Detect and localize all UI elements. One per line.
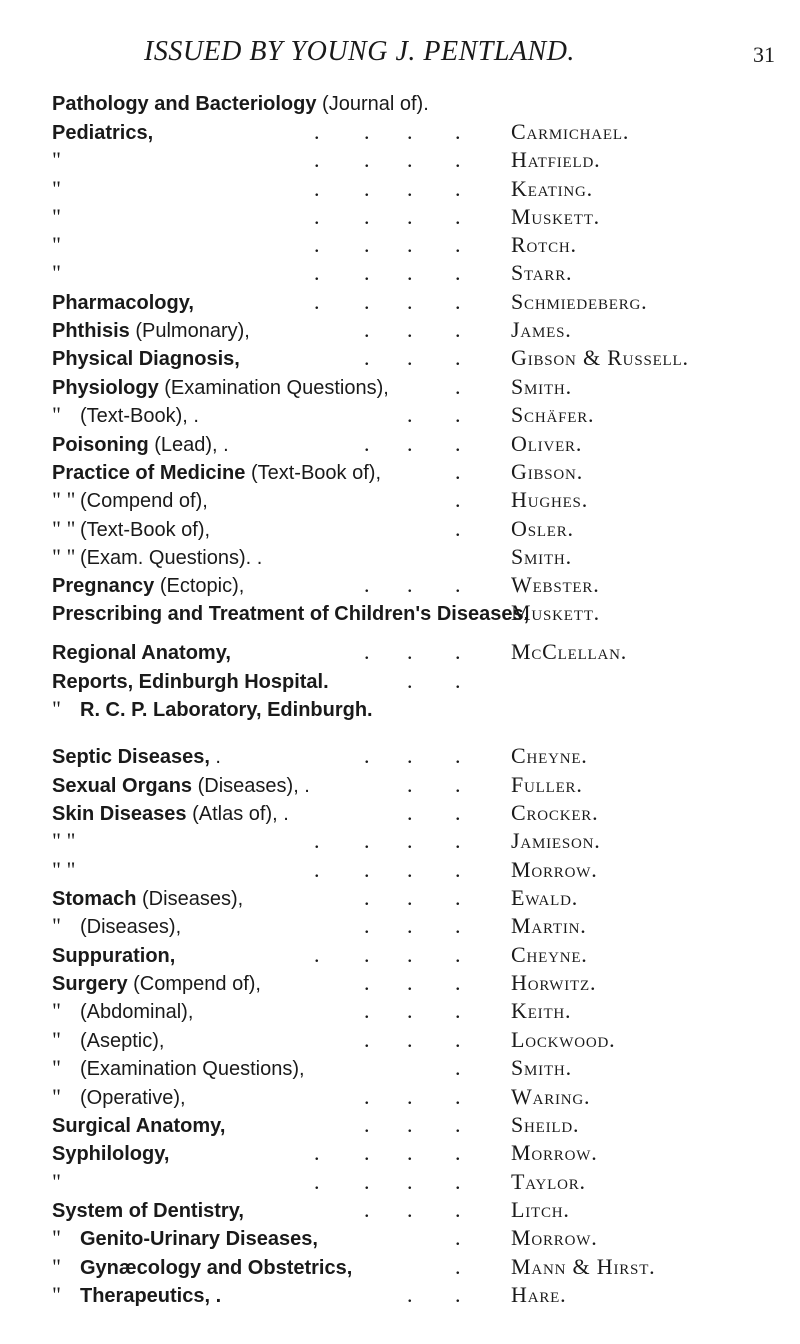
entry-author: Morrow. (511, 1225, 598, 1250)
leader-dot: . (407, 147, 413, 172)
leader-dot: . (407, 998, 413, 1023)
entry-author: Horwitz. (511, 970, 597, 995)
entry-author: Schäfer. (511, 402, 595, 427)
entry-subject: System of Dentistry, (52, 1200, 244, 1222)
leader-dot: . (455, 176, 461, 201)
leader-dot: . (364, 1169, 370, 1194)
entry-subject: Physical Diagnosis, (52, 348, 240, 370)
leader-dot: . (314, 176, 320, 201)
catalogue-entry (0, 1082, 800, 1111)
entry-subject: Pharmacology, (52, 292, 194, 314)
entry-author: Sheild. (511, 1112, 580, 1137)
entry-qualifier: (Abdominal), (80, 1001, 194, 1023)
leader-dot: . (364, 176, 370, 201)
leader-dot: . (455, 516, 461, 541)
leader-dot: . (407, 1140, 413, 1165)
entry-subject: Surgery (52, 973, 128, 995)
entry-subject: Suppuration, (52, 945, 176, 967)
entry-subject-cell (52, 343, 240, 374)
leader-dot: . (364, 828, 370, 853)
leader-dot: . (364, 1027, 370, 1052)
catalogue-entry (0, 485, 800, 514)
catalogue-entry (0, 1280, 800, 1309)
entry-author: Gibson & Russell. (511, 345, 689, 370)
entry-subject-cell (52, 258, 80, 287)
catalogue-entry (0, 855, 800, 884)
leader-dot: . (364, 998, 370, 1023)
leader-dot: . (407, 119, 413, 144)
leader-dot: . (455, 1197, 461, 1222)
catalogue-entry (0, 145, 800, 174)
leader-dot: . (407, 176, 413, 201)
catalogue-entry (0, 258, 800, 287)
catalogue-entry (0, 798, 800, 827)
entry-author: Keating. (511, 176, 593, 201)
entry-subject-cell (52, 429, 229, 460)
leader-dot: . (364, 1140, 370, 1165)
entry-subject-cell (52, 1053, 305, 1084)
catalogue-entry (0, 514, 800, 543)
leader-dot: . (455, 1055, 461, 1080)
entry-qualifier: (Text-Book of), (80, 519, 211, 541)
entry-author: Ewald. (511, 885, 579, 910)
leader-dot: . (364, 260, 370, 285)
leader-dot: . (455, 119, 461, 144)
entry-qualifier: (Diseases), (136, 888, 244, 910)
entry-author: Smith. (511, 1055, 572, 1080)
leader-dot: . (407, 639, 413, 664)
ditto-mark: " (52, 1282, 61, 1307)
entry-subject-cell (52, 1280, 221, 1311)
entry-subject-cell (52, 826, 80, 855)
entry-subject-cell (52, 883, 243, 914)
leader-dot: . (407, 572, 413, 597)
leader-dot: . (455, 289, 461, 314)
leader-dot: . (455, 345, 461, 370)
entry-qualifier: (Journal of). (316, 93, 429, 115)
entry-subject-cell (52, 741, 221, 772)
leader-dot: . (364, 1197, 370, 1222)
leader-dot: . (455, 998, 461, 1023)
entry-subject-cell (52, 145, 80, 174)
leader-dot: . (364, 204, 370, 229)
entry-subject: Prescribing and Treatment of Children's Diseases, (52, 603, 530, 625)
ditto-mark: " (52, 204, 61, 229)
entry-author: Oliver. (511, 431, 583, 456)
ditto-mark: " " (52, 857, 76, 882)
leader-dot: . (455, 1084, 461, 1109)
leader-dot: . (407, 743, 413, 768)
leader-dot: . (407, 260, 413, 285)
leader-dot: . (455, 374, 461, 399)
catalogue-entry (0, 1025, 800, 1054)
entry-subject-cell (52, 514, 210, 545)
entry-qualifier: (Diseases), (80, 916, 182, 938)
catalogue-entry (0, 1110, 800, 1139)
leader-dot: . (407, 431, 413, 456)
entry-subject-cell (52, 230, 80, 259)
ditto-mark: " (52, 1027, 61, 1052)
leader-dot: . (455, 572, 461, 597)
entry-author: Litch. (511, 1197, 570, 1222)
catalogue-entry (0, 287, 800, 316)
entry-subject: Surgical Anatomy, (52, 1115, 226, 1137)
entry-subject: Regional Anatomy, (52, 642, 231, 664)
entry-author: Osler. (511, 516, 574, 541)
entry-subject-cell (52, 117, 153, 148)
entry-subject: Pediatrics, (52, 122, 154, 144)
entry-subject: Stomach (52, 888, 137, 910)
entry-subject-cell (52, 1223, 318, 1254)
catalogue-entry (0, 1223, 800, 1252)
leader-dot: . (455, 232, 461, 257)
leader-dot: . (407, 1084, 413, 1109)
entry-qualifier: (Compend of), (80, 490, 208, 512)
leader-dot: . (314, 204, 320, 229)
entry-qualifier: (Examination Questions), (158, 377, 389, 399)
leader-dot: . (455, 317, 461, 342)
entry-subject-cell (52, 996, 193, 1027)
entry-author: Fuller. (511, 772, 583, 797)
catalogue-entry (0, 1138, 800, 1167)
catalogue-entry (0, 400, 800, 429)
entry-subject-cell (52, 1110, 225, 1141)
leader-dot: . (455, 459, 461, 484)
ditto-mark: " " (52, 516, 76, 541)
entry-author: Muskett. (511, 204, 600, 229)
entry-subject-cell (52, 1195, 244, 1226)
entry-author: Hare. (511, 1282, 567, 1307)
leader-dot: . (455, 639, 461, 664)
leader-dot: . (407, 857, 413, 882)
ditto-mark: " (52, 1169, 61, 1194)
ditto-mark: " (52, 998, 61, 1023)
leader-dot: . (455, 431, 461, 456)
entry-qualifier: (Ectopic), (154, 575, 245, 597)
leader-dot: . (364, 289, 370, 314)
leader-dot: . (455, 1027, 461, 1052)
entry-qualifier: . (209, 746, 221, 768)
ditto-mark: " " (52, 487, 76, 512)
leader-dot: . (314, 942, 320, 967)
entry-subject: Syphilology, (52, 1143, 170, 1165)
leader-dot: . (407, 317, 413, 342)
entry-qualifier: (Text-Book), . (80, 405, 199, 427)
leader-dot: . (407, 1197, 413, 1222)
leader-dot: . (314, 260, 320, 285)
entry-author: Cheyne. (511, 743, 588, 768)
catalogue-entry (0, 457, 800, 486)
entry-subject: Gynæcology and Obstetrics, (80, 1257, 353, 1279)
entry-subject-cell (52, 666, 329, 697)
entry-subject-cell (52, 88, 429, 119)
entry-subject: Sexual Organs (52, 775, 193, 797)
leader-dot: . (364, 913, 370, 938)
leader-dot: . (314, 857, 320, 882)
entry-author: Rotch. (511, 232, 577, 257)
entry-qualifier: (Compend of), (127, 973, 261, 995)
leader-dot: . (455, 1112, 461, 1137)
leader-dot: . (407, 1027, 413, 1052)
entry-qualifier: (Aseptic), (80, 1030, 165, 1052)
leader-dot: . (407, 289, 413, 314)
entry-subject-cell (52, 1138, 169, 1169)
entry-qualifier: (Exam. Questions). . (80, 547, 263, 569)
leader-dot: . (455, 668, 461, 693)
ditto-mark: " (52, 1254, 61, 1279)
leader-dot: . (364, 970, 370, 995)
catalogue-entry (0, 637, 800, 666)
catalogue-entry (0, 911, 800, 940)
entry-subject: Skin Diseases (52, 803, 187, 825)
leader-dot: . (364, 431, 370, 456)
entry-subject-cell (52, 315, 250, 346)
leader-dot: . (455, 800, 461, 825)
leader-dot: . (364, 147, 370, 172)
leader-dot: . (314, 119, 320, 144)
entry-subject-cell (52, 968, 261, 999)
leader-dot: . (455, 260, 461, 285)
catalogue-entry (0, 570, 800, 599)
entry-subject-cell (52, 485, 208, 516)
entry-author: McClellan. (511, 639, 628, 664)
leader-dot: . (455, 885, 461, 910)
leader-dot: . (364, 119, 370, 144)
entry-subject-cell (52, 1252, 352, 1283)
catalogue-entry (0, 826, 800, 855)
leader-dot: . (407, 668, 413, 693)
leader-dot: . (455, 204, 461, 229)
ditto-mark: " (52, 1055, 61, 1080)
entry-author: Lockwood. (511, 1027, 616, 1052)
catalogue-entry (0, 996, 800, 1025)
entry-author: Taylor. (511, 1169, 586, 1194)
entry-subject-cell (52, 400, 199, 431)
catalogue-entry (0, 1167, 800, 1196)
leader-dot: . (407, 204, 413, 229)
entry-author: Gibson. (511, 459, 583, 484)
leader-dot: . (455, 1282, 461, 1307)
catalogue-entry (0, 88, 800, 117)
entry-subject: Therapeutics, . (80, 1285, 222, 1307)
leader-dot: . (455, 1169, 461, 1194)
running-head-title: ISSUED BY YOUNG J. PENTLAND. (144, 36, 575, 67)
leader-dot: . (364, 345, 370, 370)
leader-dot: . (407, 885, 413, 910)
page-number: 31 (753, 42, 775, 67)
ditto-mark: " (52, 260, 61, 285)
entry-author: Martin. (511, 913, 587, 938)
entry-subject: Physiology (52, 377, 159, 399)
leader-dot: . (407, 913, 413, 938)
leader-dot: . (407, 1169, 413, 1194)
entry-author: Smith. (511, 544, 572, 569)
ditto-mark: " (52, 232, 61, 257)
entry-subject-cell (52, 940, 175, 971)
catalogue-entry (0, 230, 800, 259)
leader-dot: . (455, 1140, 461, 1165)
leader-dot: . (314, 1140, 320, 1165)
ditto-mark: " (52, 1084, 61, 1109)
entry-subject: Phthisis (52, 320, 130, 342)
catalogue-entry (0, 542, 800, 571)
entry-qualifier: (Diseases), . (192, 775, 310, 797)
catalogue-entry (0, 741, 800, 770)
leader-dot: . (407, 402, 413, 427)
leader-dot: . (407, 232, 413, 257)
ditto-mark: " (52, 402, 61, 427)
leader-dot: . (407, 800, 413, 825)
catalogue-entry (0, 883, 800, 912)
leader-dot: . (455, 743, 461, 768)
catalogue-entry (0, 1252, 800, 1281)
leader-dot: . (455, 1254, 461, 1279)
catalogue-entry (0, 1195, 800, 1224)
leader-dot: . (407, 345, 413, 370)
entry-subject-cell (52, 570, 244, 601)
catalogue-entry (0, 968, 800, 997)
leader-dot: . (455, 828, 461, 853)
leader-dot: . (455, 772, 461, 797)
entry-subject: R. C. P. Laboratory, Edinburgh. (80, 699, 373, 721)
catalogue-entry (0, 429, 800, 458)
leader-dot: . (407, 942, 413, 967)
catalogue-entry (0, 174, 800, 203)
entry-author: Waring. (511, 1084, 591, 1109)
entry-subject-cell (52, 372, 389, 403)
leader-dot: . (314, 828, 320, 853)
entry-subject-cell (52, 798, 289, 829)
entry-subject-cell (52, 1082, 186, 1113)
entry-subject-cell (52, 287, 194, 318)
entry-qualifier: (Atlas of), . (186, 803, 289, 825)
catalogue-entry (0, 1053, 800, 1082)
entry-subject-cell (52, 911, 181, 942)
leader-dot: . (364, 639, 370, 664)
leader-dot: . (455, 402, 461, 427)
catalogue-entry (0, 343, 800, 372)
entry-author: Hatfield. (511, 147, 601, 172)
entry-author: James. (511, 317, 572, 342)
running-header (0, 36, 800, 76)
leader-dot: . (407, 772, 413, 797)
entry-subject: Practice of Medicine (52, 462, 246, 484)
entry-author: Jamieson. (511, 828, 601, 853)
catalogue-entry (0, 202, 800, 231)
entry-subject-cell (52, 202, 80, 231)
leader-dot: . (364, 885, 370, 910)
entry-subject-cell (52, 1025, 164, 1056)
entry-qualifier: (Lead), . (148, 434, 229, 456)
leader-dot: . (455, 487, 461, 512)
leader-dot: . (364, 857, 370, 882)
entry-subject: Pregnancy (52, 575, 155, 597)
leader-dot: . (314, 232, 320, 257)
leader-dot: . (407, 1112, 413, 1137)
leader-dot: . (407, 970, 413, 995)
entry-author: Hughes. (511, 487, 588, 512)
entry-author: Keith. (511, 998, 572, 1023)
entry-subject-cell (52, 855, 80, 884)
catalogue-entry (0, 315, 800, 344)
leader-dot: . (455, 1225, 461, 1250)
ditto-mark: " " (52, 544, 76, 569)
entry-subject: Genito-Urinary Diseases, (80, 1228, 318, 1250)
leader-dot: . (455, 970, 461, 995)
ditto-mark: " (52, 696, 61, 721)
leader-dot: . (455, 147, 461, 172)
entry-subject: Septic Diseases, (52, 746, 210, 768)
ditto-mark: " (52, 1225, 61, 1250)
leader-dot: . (364, 1112, 370, 1137)
ditto-mark: " (52, 913, 61, 938)
entry-author: Mann & Hirst. (511, 1254, 656, 1279)
ditto-mark: " (52, 176, 61, 201)
leader-dot: . (364, 743, 370, 768)
entry-qualifier: (Text-Book of), (245, 462, 382, 484)
entry-subject-cell (52, 1167, 80, 1196)
leader-dot: . (455, 942, 461, 967)
ditto-mark: " " (52, 828, 76, 853)
leader-dot: . (364, 317, 370, 342)
entry-author: Morrow. (511, 1140, 598, 1165)
catalogue-entry (0, 117, 800, 146)
leader-dot: . (364, 1084, 370, 1109)
entry-author: Webster. (511, 572, 600, 597)
leader-dot: . (314, 289, 320, 314)
entry-author: Schmiedeberg. (511, 289, 648, 314)
entry-author: Muskett. (511, 600, 600, 625)
entry-subject: Pathology and Bacteriology (52, 93, 317, 115)
leader-dot: . (455, 857, 461, 882)
leader-dot: . (407, 828, 413, 853)
catalogue-entry (0, 770, 800, 799)
entry-subject-cell (52, 457, 381, 488)
entry-qualifier: (Examination Questions), (80, 1058, 305, 1080)
entry-subject-cell (52, 694, 373, 725)
entry-author: Morrow. (511, 857, 598, 882)
catalogue-entry (0, 940, 800, 969)
leader-dot: . (314, 1169, 320, 1194)
leader-dot: . (314, 147, 320, 172)
catalogue-entry (0, 694, 800, 723)
catalogue-entry (0, 372, 800, 401)
entry-subject: Poisoning (52, 434, 149, 456)
leader-dot: . (364, 232, 370, 257)
catalogue-entry (0, 666, 800, 695)
leader-dot: . (455, 913, 461, 938)
entry-author: Carmichael. (511, 119, 630, 144)
entry-subject-cell (52, 542, 262, 573)
entry-subject-cell (52, 174, 80, 203)
catalogue-entry (0, 598, 800, 627)
leader-dot: . (364, 572, 370, 597)
ditto-mark: " (52, 147, 61, 172)
entry-qualifier: (Pulmonary), (129, 320, 250, 342)
entry-subject-cell (52, 770, 310, 801)
entry-subject-cell (52, 637, 231, 668)
entry-author: Crocker. (511, 800, 599, 825)
leader-dot: . (364, 942, 370, 967)
entry-author: Starr. (511, 260, 573, 285)
entry-qualifier: (Operative), (80, 1087, 186, 1109)
leader-dot: . (407, 1282, 413, 1307)
entry-author: Cheyne. (511, 942, 588, 967)
entry-subject-cell (52, 598, 529, 629)
entry-subject: Reports, Edinburgh Hospital. (52, 671, 329, 693)
entry-author: Smith. (511, 374, 572, 399)
